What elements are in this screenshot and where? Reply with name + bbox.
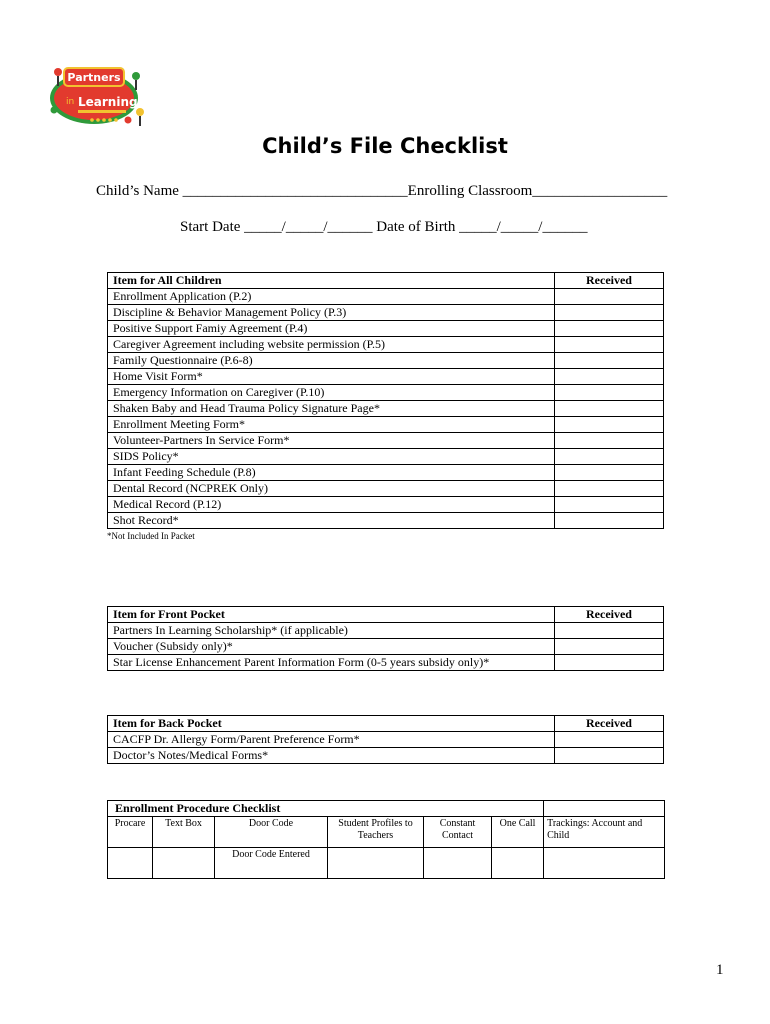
checklist-item: Dental Record (NCPREK Only) — [108, 481, 555, 497]
received-cell[interactable] — [555, 337, 664, 353]
table-header: Item for Back Pocket — [108, 716, 555, 732]
child-name-classroom-field[interactable]: Child’s Name ______________________________Enrolling Classroom__________________ — [96, 183, 668, 199]
checklist-item: SIDS Policy* — [108, 449, 555, 465]
constant-contact-cell[interactable] — [424, 848, 492, 879]
received-header: Received — [555, 607, 664, 623]
received-cell[interactable] — [555, 481, 664, 497]
checklist-item: Enrollment Meeting Form* — [108, 417, 555, 433]
received-cell[interactable] — [555, 385, 664, 401]
all-children-table — [107, 272, 664, 529]
svg-text:in: in — [66, 97, 75, 107]
checklist-item: Shaken Baby and Head Trauma Policy Signature Page* — [108, 401, 555, 417]
start-date-birth-field[interactable]: Start Date _____/_____/______ Date of Birth _____/_____/______ — [180, 219, 588, 235]
received-cell[interactable] — [555, 732, 664, 748]
column-header-text-box: Text Box — [153, 817, 215, 848]
trackings-cell[interactable] — [544, 848, 665, 879]
checklist-item: Shot Record* — [108, 513, 555, 529]
column-header-constant-contact: Constant Contact — [424, 817, 492, 848]
checklist-item: Infant Feeding Schedule (P.8) — [108, 465, 555, 481]
received-cell[interactable] — [555, 449, 664, 465]
received-cell[interactable] — [555, 369, 664, 385]
received-cell[interactable] — [555, 465, 664, 481]
received-cell[interactable] — [555, 417, 664, 433]
checklist-item: Caregiver Agreement including website permission (P.5) — [108, 337, 555, 353]
enrollment-procedure-table — [107, 800, 665, 879]
checklist-item: Discipline & Behavior Management Policy (P.3) — [108, 305, 555, 321]
checklist-item: Star License Enhancement Parent Information Form (0-5 years subsidy only)* — [108, 655, 555, 671]
front-pocket-table — [107, 606, 664, 671]
column-header-one-call: One Call — [492, 817, 544, 848]
page-number: 1 — [716, 962, 724, 978]
header-blank-cell — [544, 801, 665, 817]
checklist-item: Emergency Information on Caregiver (P.10) — [108, 385, 555, 401]
checklist-item: Voucher (Subsidy only)* — [108, 639, 555, 655]
checklist-item: Home Visit Form* — [108, 369, 555, 385]
partners-in-learning-logo — [44, 60, 152, 130]
table-header: Item for All Children — [108, 273, 555, 289]
received-cell[interactable] — [555, 353, 664, 369]
column-header-procare: Procare — [108, 817, 153, 848]
checklist-item: Medical Record (P.12) — [108, 497, 555, 513]
checklist-item: Doctor’s Notes/Medical Forms* — [108, 748, 555, 764]
checklist-item: Enrollment Application (P.2) — [108, 289, 555, 305]
checklist-item: Volunteer-Partners In Service Form* — [108, 433, 555, 449]
table-header: Enrollment Procedure Checklist — [108, 801, 544, 817]
checklist-item: Positive Support Famiy Agreement (P.4) — [108, 321, 555, 337]
received-cell[interactable] — [555, 497, 664, 513]
text-box-cell[interactable] — [153, 848, 215, 879]
received-cell[interactable] — [555, 305, 664, 321]
procare-cell[interactable] — [108, 848, 153, 879]
checklist-item: Partners In Learning Scholarship* (if applicable) — [108, 623, 555, 639]
table-header: Item for Front Pocket — [108, 607, 555, 623]
student-profiles-cell[interactable] — [328, 848, 424, 879]
checklist-item: Family Questionnaire (P.6-8) — [108, 353, 555, 369]
received-cell[interactable] — [555, 513, 664, 529]
received-cell[interactable] — [555, 623, 664, 639]
svg-text:Partners: Partners — [67, 71, 121, 84]
svg-text:Learning: Learning — [78, 95, 138, 109]
received-cell[interactable] — [555, 289, 664, 305]
column-header-trackings: Trackings: Account and Child — [544, 817, 665, 848]
received-cell[interactable] — [555, 748, 664, 764]
back-pocket-table — [107, 715, 664, 764]
received-cell[interactable] — [555, 321, 664, 337]
column-header-door-code: Door Code — [215, 817, 328, 848]
checklist-item: CACFP Dr. Allergy Form/Parent Preference Form* — [108, 732, 555, 748]
received-cell[interactable] — [555, 433, 664, 449]
received-header: Received — [555, 716, 664, 732]
footnote: *Not Included In Packet — [107, 531, 195, 541]
received-cell[interactable] — [555, 639, 664, 655]
page-title: Child’s File Checklist — [262, 134, 508, 158]
received-cell[interactable] — [555, 655, 664, 671]
column-header-student-profiles: Student Profiles to Teachers — [328, 817, 424, 848]
received-cell[interactable] — [555, 401, 664, 417]
received-header: Received — [555, 273, 664, 289]
one-call-cell[interactable] — [492, 848, 544, 879]
door-code-entered-cell[interactable]: Door Code Entered — [215, 848, 328, 879]
